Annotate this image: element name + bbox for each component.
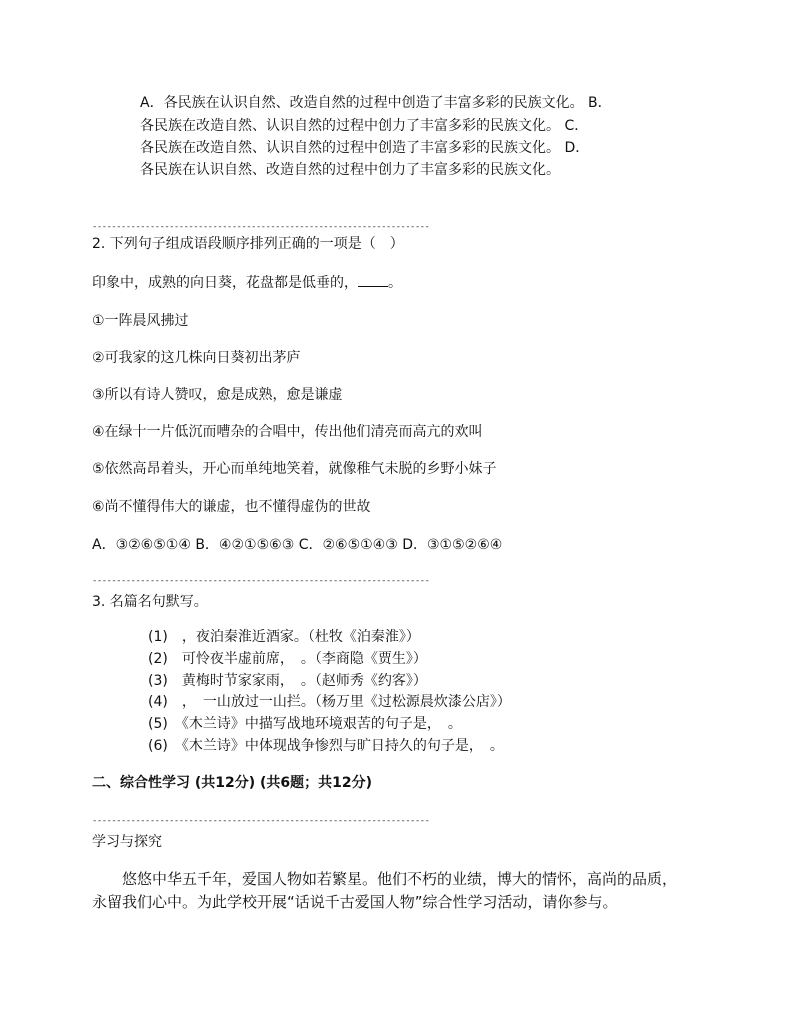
q3-item-4: (4) ， 一山放过一山拦。（杨万里《过松源晨炊漆公店》） (148, 694, 511, 710)
q3-item-5: (5) 《木兰诗》中描写战地环境艰苦的句子是， 。 (148, 716, 462, 732)
q2-item-1: ①一阵晨风拂过 (92, 313, 189, 329)
q2-title: 2. 下列句子组成语段顺序排列正确的一项是（ ） (92, 236, 404, 252)
q3-item-1: (1) ，夜泊秦淮近酒家。（杜牧《泊秦淮》） (148, 629, 420, 645)
q2-item-6: ⑥尚不懂得伟大的谦虚，也不懂得虚伪的世故 (92, 499, 371, 515)
q2-item-5: ⑤依然高昂着头，开心而单纯地笑着，就像稚气未脱的乡野小妹子 (92, 461, 497, 477)
q2-item-3: ③所以有诗人赞叹，愈是成熟，愈是谦虚 (92, 387, 343, 403)
q2-item-4: ④在绿十一片低沉而嘈杂的合唱中，传出他们清亮而高亢的欢叫 (92, 424, 483, 440)
separator-2: ---------------------------------------------------------------------- (92, 576, 430, 586)
q2-lead-text: 印象中，成熟的向日葵，花盘都是低垂的， (92, 275, 358, 291)
intro-paragraph-line-2: 永留我们心中。为此学校开展“话说千古爱国人物”综合性学习活动，请你参与。 (92, 893, 618, 911)
section-2-heading: 二、综合性学习 (共12分) (共6题；共12分) (92, 775, 373, 791)
q1-option-line-2: 各民族在改造自然、认识自然的过程中创力了丰富多彩的民族文化。 C． (140, 118, 589, 134)
q2-options: A．③②⑥⑤①④ B．④②①⑤⑥③ C．②⑥⑤①④③ D．③①⑤②⑥④ (92, 537, 503, 553)
section-2-subheading: 学习与探究 (92, 834, 162, 850)
q2-item-2: ②可我家的这几株向日葵初出茅庐 (92, 350, 301, 366)
q3-item-2: (2) 可怜夜半虚前席， 。（李商隐《贾生》） (148, 651, 427, 667)
q1-option-line-4: 各民族在认识自然、改造自然的过程中创力了丰富多彩的民族文化。 (140, 162, 560, 178)
q2-lead-end: 。 (388, 275, 402, 291)
q3-title: 3. 名篇名句默写。 (92, 594, 208, 610)
q1-option-line-3: 各民族在改造自然、认识自然的过程中创造了丰富多彩的民族文化。 D． (140, 140, 590, 156)
q1-option-line-1: A．各民族在认识自然、改造自然的过程中创造了丰富多彩的民族文化。 B． (140, 95, 612, 111)
q2-answer-blank (358, 274, 388, 287)
q2-lead (92, 273, 402, 293)
separator-1: ---------------------------------------------------------------------- (92, 222, 430, 232)
q3-item-6: (6) 《木兰诗》中体现战争惨烈与旷日持久的句子是， 。 (148, 738, 504, 754)
intro-paragraph-line-1: 悠悠中华五千年，爱国人物如若繁星。他们不朽的业绩，博大的情怀，高尚的品质， (122, 870, 678, 888)
separator-3: ---------------------------------------------------------------------- (92, 816, 430, 826)
q3-item-3: (3) 黄梅时节家家雨， 。（赵师秀《约客》） (148, 673, 427, 689)
